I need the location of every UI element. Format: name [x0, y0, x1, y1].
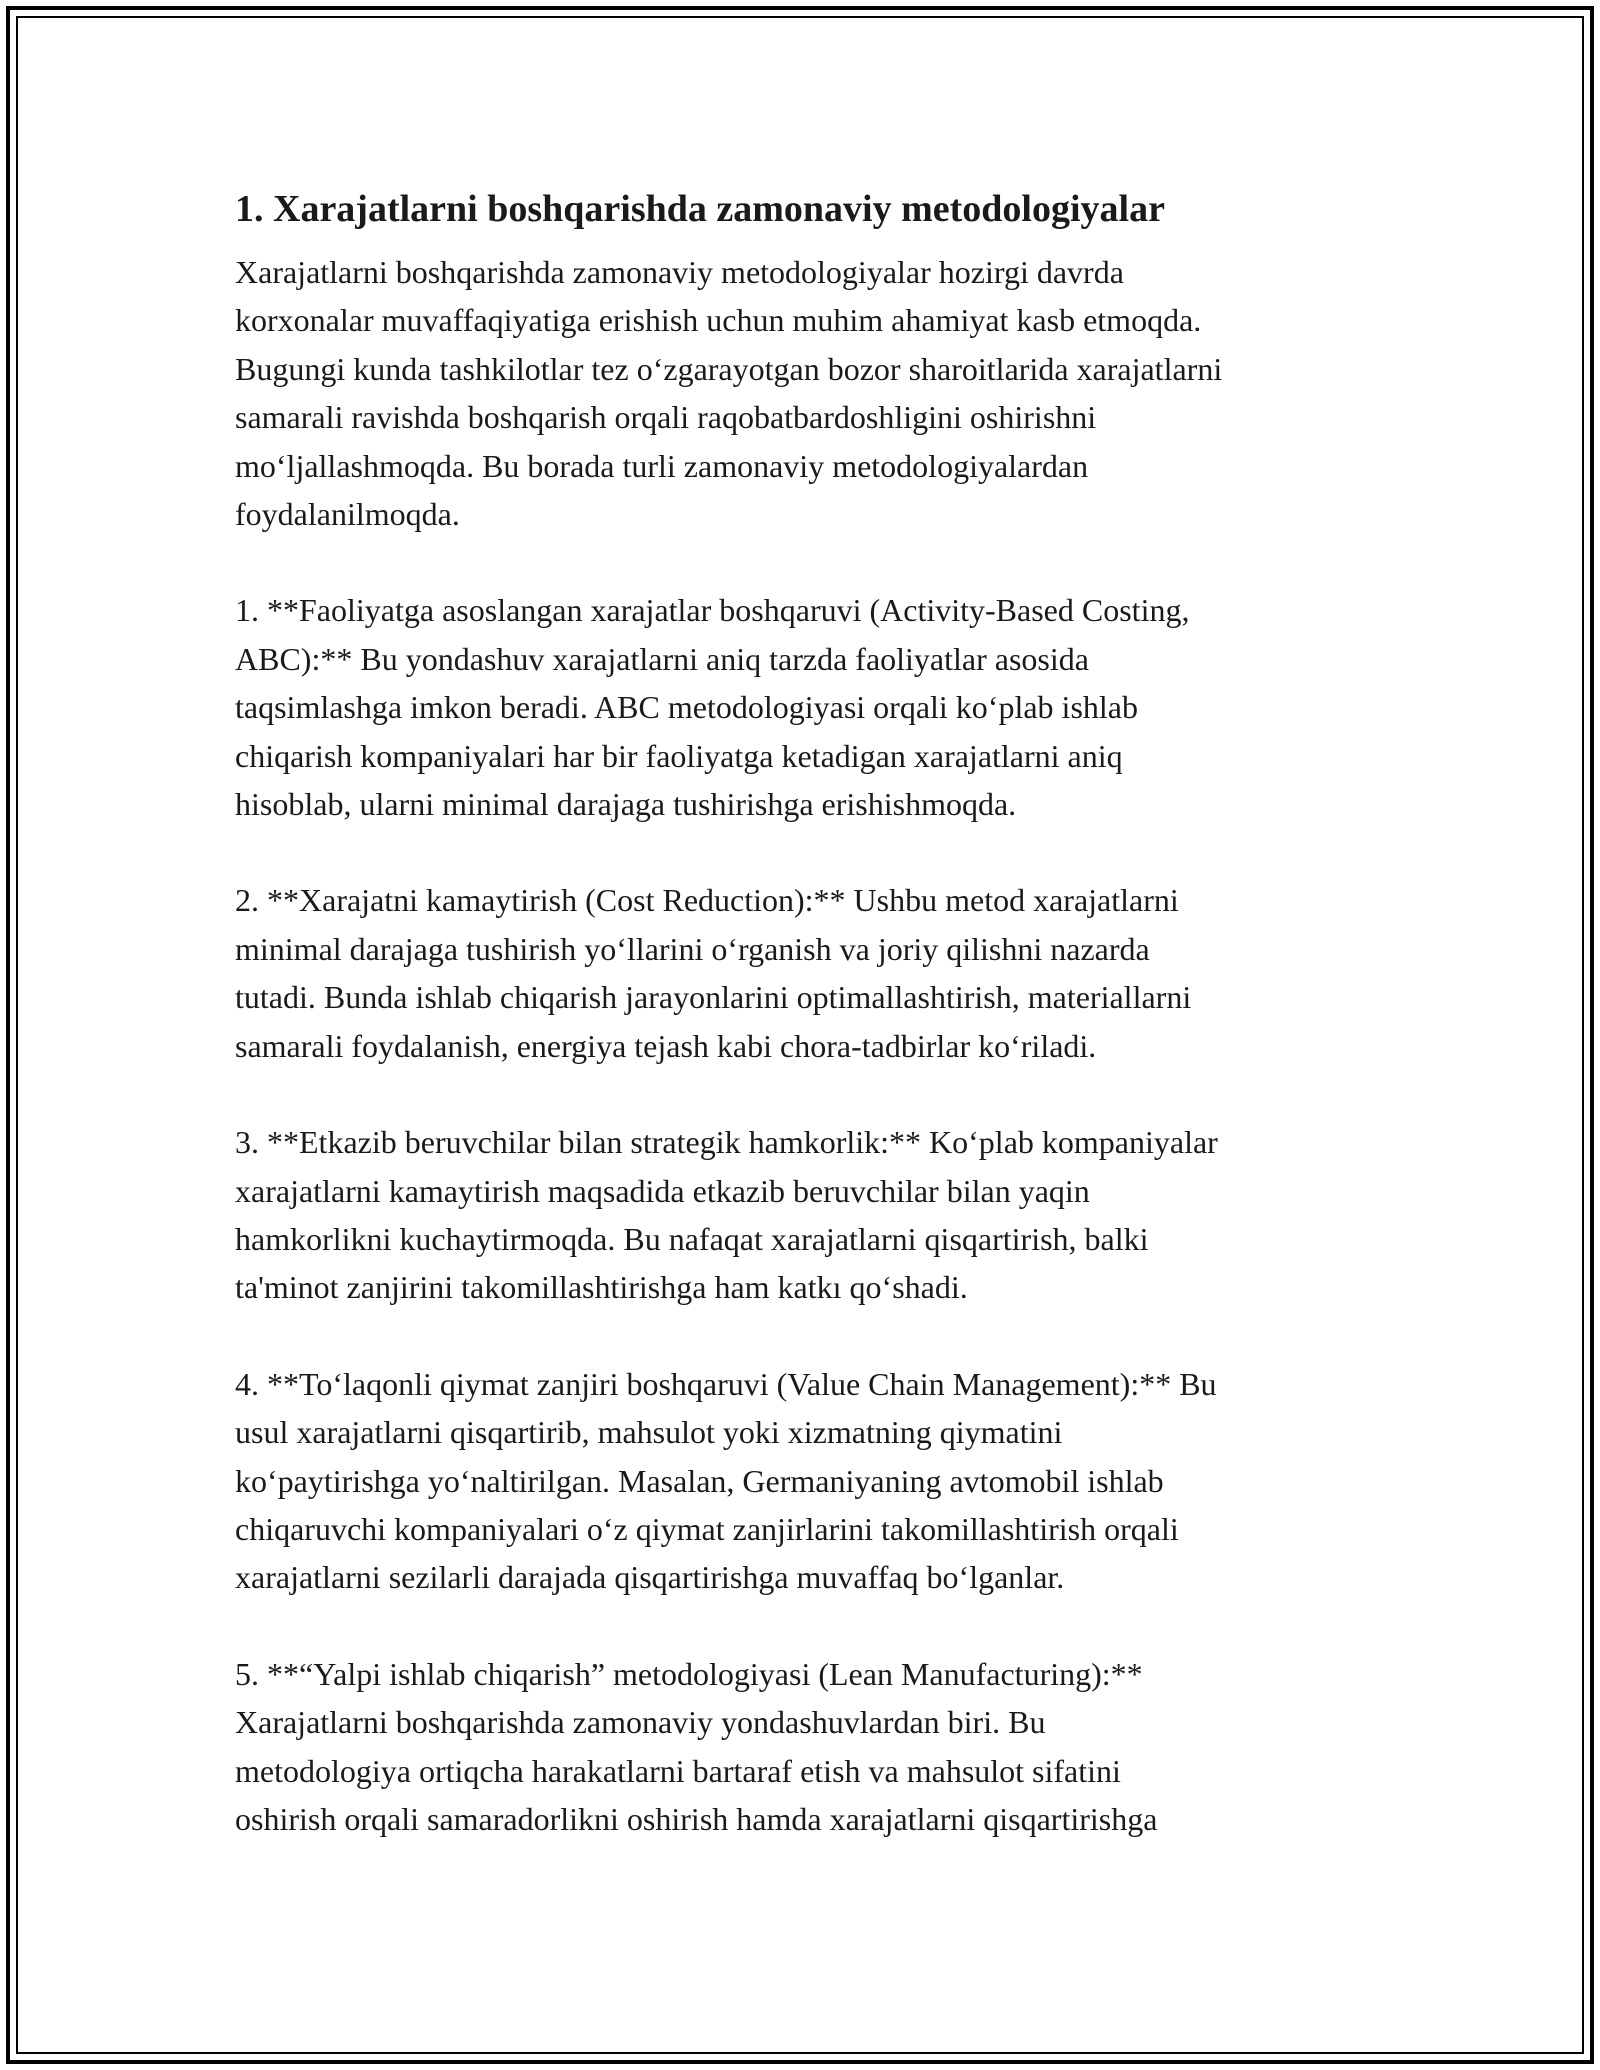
document-body: [235, 186, 1415, 1843]
list-item-value-chain-management: 4. **To‘laqonli qiymat zanjiri boshqaruvi (Value Chain Management):** Bu usul xarajatlarni qisqartirib, mahsulot yoki xizmatning qiymatini ko‘paytirishga yo‘naltirilgan. Masalan, Germaniyaning avtomobil ishlab chiqaruvchi kompaniyalari o‘z qiymat zanjirlarini takomillashtirish orqali xarajatlarni sezilarli darajada qisqartirishga muvaffaq bo‘lganlar.: [235, 1365, 1217, 1596]
list-item-supplier-partnership: 3. **Etkazib beruvchilar bilan strategik hamkorlik:** Ko‘plab kompaniyalar xarajatlarni kamaytirish maqsadida etkazib beruvchilar bilan yaqin hamkorlikni kuchaytirmoqda. Bu nafaqat xarajatlarni qisqartirish, balki ta'minot zanjirini takomillashtirishga ham katkı qo‘shadi.: [235, 1124, 1218, 1306]
list-item-lean-manufacturing: 5. **“Yalpi ishlab chiqarish” metodologiyasi (Lean Manufacturing):** Xarajatlarni boshqarishda zamonaviy yondashuvlardan biri. Bu metodologiya ortiqcha harakatlarni bartaraf etish va mahsulot sifatini oshirish orqali samaradorlikni oshirish hamda xarajatlarni qisqartirishga: [235, 1655, 1158, 1837]
document-title: 1. Xarajatlarni boshqarishda zamonaviy metodologiyalar: [235, 188, 1165, 230]
list-item-activity-based-costing: 1. **Faoliyatga asoslangan xarajatlar boshqaruvi (Activity-Based Costing, ABC):** Bu yondashuv xarajatlarni aniq tarzda faoliyatlar asosida taqsimlashga imkon beradi. ABC metodologiyasi orqali ko‘plab ishlab chiqarish kompaniyalari har bir faoliyatga ketadigan xarajatlarni aniq hisoblab, ularni minimal darajaga tushirishga erishishmoqda.: [235, 592, 1190, 823]
intro-paragraph: Xarajatlarni boshqarishda zamonaviy metodologiyalar hozirgi davrda korxonalar muvaffaqiyatiga erishish uchun muhim ahamiyat kasb etmoqda. Bugungi kunda tashkilotlar tez o‘zgarayotgan bozor sharoitlarida xarajatlarni samarali ravishda boshqarish orqali raqobatbardoshligini oshirishni mo‘ljallashmoqda. Bu borada turli zamonaviy metodologiyalardan foydalanilmoqda.: [235, 254, 1223, 533]
list-item-cost-reduction: 2. **Xarajatni kamaytirish (Cost Reduction):** Ushbu metod xarajatlarni minimal darajaga tushirish yo‘llarini o‘rganish va joriy qilishni nazarda tutadi. Bunda ishlab chiqarish jarayonlarini optimallashtirish, materiallarni samarali foydalanish, energiya tejash kabi chora-tadbirlar ko‘riladi.: [235, 882, 1192, 1064]
